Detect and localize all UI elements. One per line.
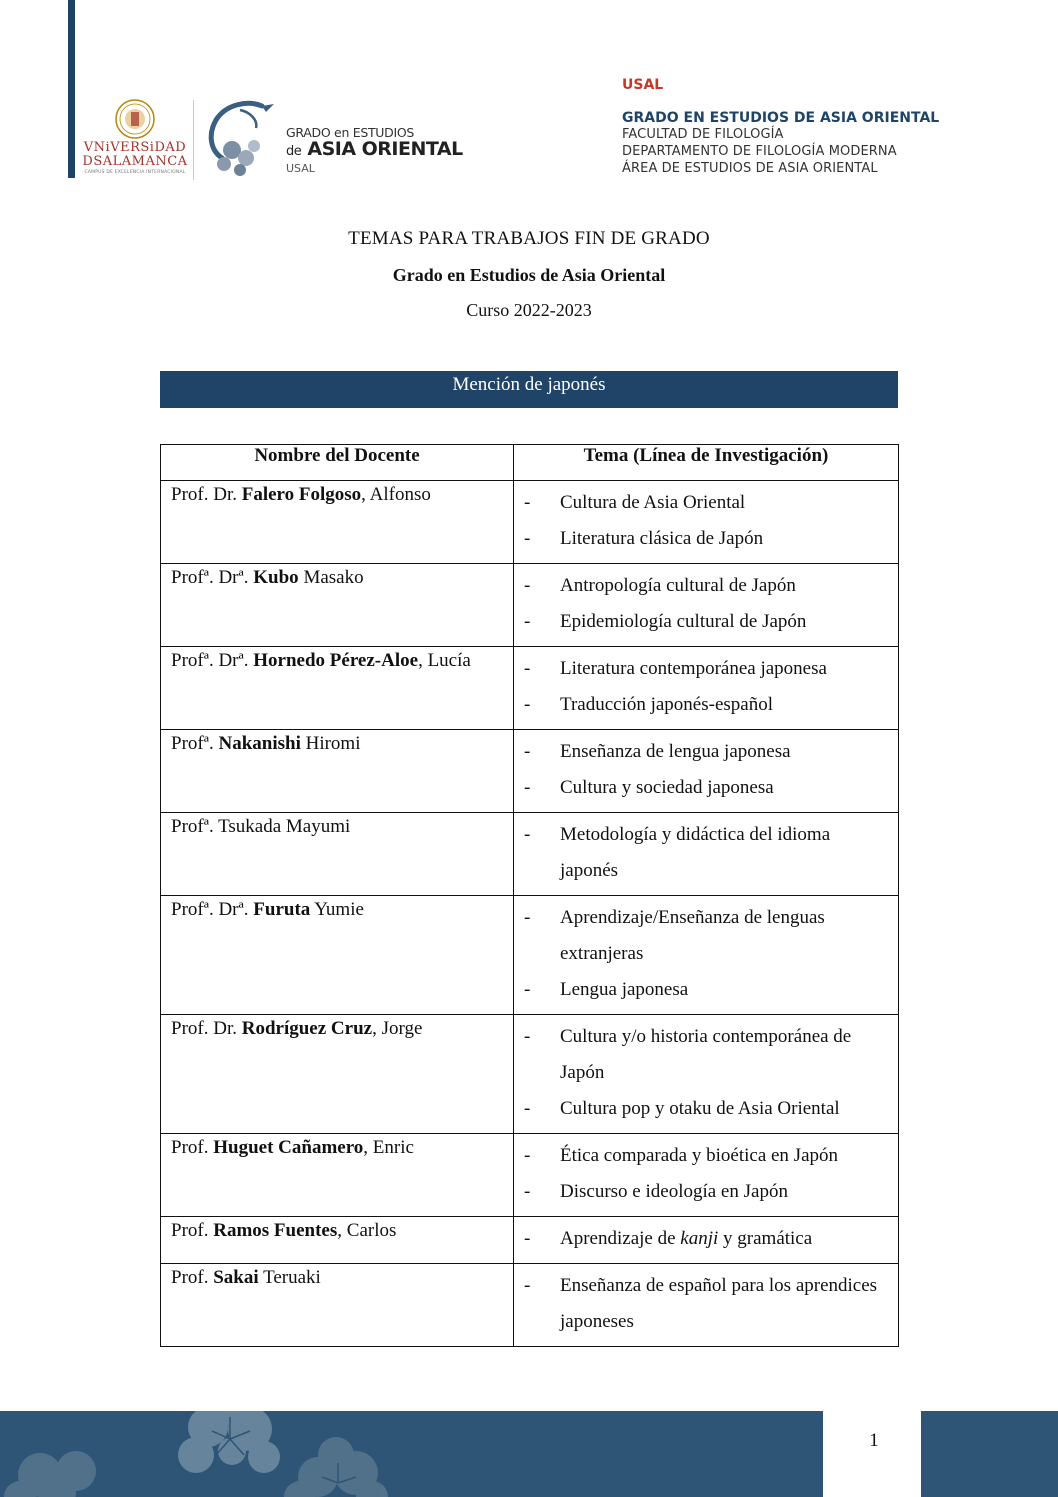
topic-item — [524, 485, 892, 521]
topic-bullet: - — [524, 824, 531, 845]
topic-item — [524, 1091, 892, 1127]
topic-item — [524, 817, 892, 889]
topic-item — [524, 651, 892, 687]
teacher-surname: Hornedo Pérez-Aloe — [253, 650, 419, 671]
research-topics-cell — [514, 1015, 899, 1134]
header-departamento: DEPARTAMENTO DE FILOLOGÍA MODERNA — [622, 144, 897, 159]
gea-logo-line3: USAL — [286, 162, 315, 175]
teacher-surname: Kubo — [253, 567, 299, 588]
topic-bullet: - — [524, 1145, 531, 1166]
topic-item — [524, 1019, 892, 1091]
header-accent-bar — [68, 0, 75, 178]
research-topics-cell — [514, 647, 899, 730]
table-row — [161, 1015, 899, 1134]
topic-item — [524, 568, 892, 604]
topic-item — [524, 972, 892, 1008]
table-row — [161, 647, 899, 730]
teacher-surname: Furuta — [253, 899, 311, 920]
topic-item — [524, 1174, 892, 1210]
table-header-row — [161, 445, 899, 481]
topic-item — [524, 770, 892, 806]
topic-bullet: - — [524, 979, 531, 1000]
teachers-table — [160, 444, 899, 1347]
table-row — [161, 730, 899, 813]
gea-logo-line1: GRADO en ESTUDIOS — [286, 125, 415, 140]
table-row — [161, 481, 899, 564]
research-topics-cell — [514, 813, 899, 896]
table-row — [161, 564, 899, 647]
teacher-name-cell — [161, 1217, 514, 1264]
teacher-title-prefix: Profª. Drª. — [171, 899, 254, 920]
topic-bullet: - — [524, 575, 531, 596]
cherry-blossom-decoration-icon — [0, 1411, 400, 1497]
teacher-given-name: , Alfonso — [361, 484, 431, 505]
teacher-title-prefix: Prof. — [171, 1137, 214, 1158]
teacher-surname: Huguet Cañamero — [213, 1137, 364, 1158]
topic-bullet: - — [524, 694, 531, 715]
logo-divider — [193, 100, 194, 180]
topic-text: Enseñanza de lengua japonesa — [560, 741, 791, 762]
research-topics-cell — [514, 730, 899, 813]
teacher-title-prefix: Prof. Dr. — [171, 1018, 242, 1039]
topic-item — [524, 900, 892, 972]
research-topics-cell — [514, 1134, 899, 1217]
table-row — [161, 1134, 899, 1217]
table-body — [161, 481, 899, 1347]
research-topics-cell — [514, 896, 899, 1015]
table-row — [161, 813, 899, 896]
topic-text: Literatura clásica de Japón — [560, 528, 764, 549]
topic-bullet: - — [524, 658, 531, 679]
topic-text: Discurso e ideología en Japón — [560, 1181, 788, 1202]
teacher-name-cell — [161, 896, 514, 1015]
italic-term: kanji — [680, 1228, 719, 1249]
universidad-salamanca-logo — [82, 96, 192, 180]
column-header-teacher: Nombre del Docente — [161, 445, 514, 481]
topic-bullet: - — [524, 1181, 531, 1202]
usal-name-line1: VNiVERSiDAD — [83, 140, 187, 155]
teacher-given-name: Hiromi — [300, 733, 361, 754]
topic-text: Ética comparada y bioética en Japón — [560, 1145, 839, 1166]
table-row — [161, 1217, 899, 1264]
topic-text: Metodología y didáctica del idioma japonés — [560, 824, 831, 881]
topic-text: Enseñanza de español para los aprendices japoneses — [560, 1275, 878, 1332]
document-title: TEMAS PARA TRABAJOS FIN DE GRADO — [348, 228, 710, 249]
teacher-surname: Falero Folgoso — [241, 484, 362, 505]
page-number: 1 — [869, 1430, 879, 1451]
table-row — [161, 1264, 899, 1347]
teacher-surname: Sakai — [213, 1267, 259, 1288]
research-topics-cell — [514, 1217, 899, 1264]
topic-item — [524, 1138, 892, 1174]
header-usal: USAL — [622, 77, 664, 93]
teacher-name-cell — [161, 1015, 514, 1134]
column-header-topic: Tema (Línea de Investigación) — [514, 445, 899, 481]
teacher-given-name: , Lucía — [418, 650, 471, 671]
topic-bullet: - — [524, 1098, 531, 1119]
topic-text: Aprendizaje/Enseñanza de lenguas extranjeras — [560, 907, 825, 964]
teacher-title-prefix: Profª. Tsukada Mayumi — [171, 816, 351, 837]
document-subtitle: Grado en Estudios de Asia Oriental — [392, 265, 666, 285]
topic-bullet: - — [524, 611, 531, 632]
topic-text: Cultura y sociedad japonesa — [560, 777, 774, 798]
research-topics-cell — [514, 564, 899, 647]
grado-asia-oriental-logo — [200, 98, 463, 182]
topic-item — [524, 521, 892, 557]
header-grado: GRADO EN ESTUDIOS DE ASIA ORIENTAL — [622, 110, 940, 126]
teacher-name-cell — [161, 647, 514, 730]
topic-text: Cultura y/o historia contemporánea de Japón — [560, 1026, 852, 1083]
topic-item — [524, 1221, 892, 1257]
document-course: Curso 2022-2023 — [466, 300, 592, 320]
topic-item — [524, 687, 892, 723]
topic-bullet: - — [524, 741, 531, 762]
topic-bullet: - — [524, 777, 531, 798]
mention-heading: Mención de japonés — [160, 371, 898, 408]
teacher-title-prefix: Prof. Dr. — [171, 484, 242, 505]
header-area: ÁREA DE ESTUDIOS DE ASIA ORIENTAL — [622, 161, 878, 176]
topic-text: Traducción japonés-español — [560, 694, 773, 715]
teacher-given-name: Yumie — [310, 899, 364, 920]
teacher-surname: Ramos Fuentes — [213, 1220, 338, 1241]
teacher-name-cell — [161, 813, 514, 896]
teacher-name-cell — [161, 564, 514, 647]
topic-item — [524, 734, 892, 770]
topic-text: Lengua japonesa — [560, 979, 689, 1000]
topic-bullet: - — [524, 1026, 531, 1047]
gea-logo-main: ASIA ORIENTAL — [307, 138, 463, 160]
teacher-title-prefix: Profª. Drª. — [171, 650, 254, 671]
header-facultad: FACULTAD DE FILOLOGÍA — [622, 127, 784, 142]
gea-logo-line2 — [286, 138, 463, 160]
topic-bullet: - — [524, 907, 531, 928]
teacher-given-name: Masako — [298, 567, 364, 588]
topic-text: Cultura pop y otaku de Asia Oriental — [560, 1098, 840, 1119]
topic-bullet: - — [524, 528, 531, 549]
topic-text: Cultura de Asia Oriental — [560, 492, 746, 513]
teacher-given-name: , Jorge — [372, 1018, 423, 1039]
gea-logo-de: de — [286, 144, 302, 159]
dragon-blossom-icon — [200, 98, 280, 178]
teacher-name-cell — [161, 1134, 514, 1217]
teacher-surname: Nakanishi — [218, 733, 301, 754]
teacher-name-cell — [161, 1264, 514, 1347]
university-seal-icon — [114, 98, 156, 140]
topic-text: Epidemiología cultural de Japón — [560, 611, 807, 632]
teacher-title-prefix: Prof. — [171, 1267, 214, 1288]
footer-right-band — [921, 1411, 1058, 1497]
usal-name-line2: DSALAMANCA — [82, 154, 188, 169]
page-footer — [0, 1411, 1058, 1497]
teacher-title-prefix: Profª. — [171, 733, 219, 754]
teacher-given-name: Teruaki — [258, 1267, 321, 1288]
topic-bullet: - — [524, 1275, 531, 1296]
table-row — [161, 896, 899, 1015]
usal-tagline: CAMPUS DE EXCELENCIA INTERNACIONAL — [84, 170, 186, 175]
topic-text: Aprendizaje de kanji y gramática — [560, 1228, 813, 1249]
teacher-title-prefix: Profª. Drª. — [171, 567, 254, 588]
teacher-name-cell — [161, 481, 514, 564]
topic-text: Literatura contemporánea japonesa — [560, 658, 827, 679]
teacher-surname: Rodríguez Cruz — [241, 1018, 373, 1039]
teacher-title-prefix: Prof. — [171, 1220, 214, 1241]
topic-item — [524, 604, 892, 640]
research-topics-cell — [514, 1264, 899, 1347]
teacher-name-cell — [161, 730, 514, 813]
teacher-given-name: , Enric — [363, 1137, 414, 1158]
topic-bullet: - — [524, 1228, 531, 1249]
research-topics-cell — [514, 481, 899, 564]
topic-text: Antropología cultural de Japón — [560, 575, 796, 596]
topic-bullet: - — [524, 492, 531, 513]
teacher-given-name: , Carlos — [337, 1220, 397, 1241]
topic-item — [524, 1268, 892, 1340]
